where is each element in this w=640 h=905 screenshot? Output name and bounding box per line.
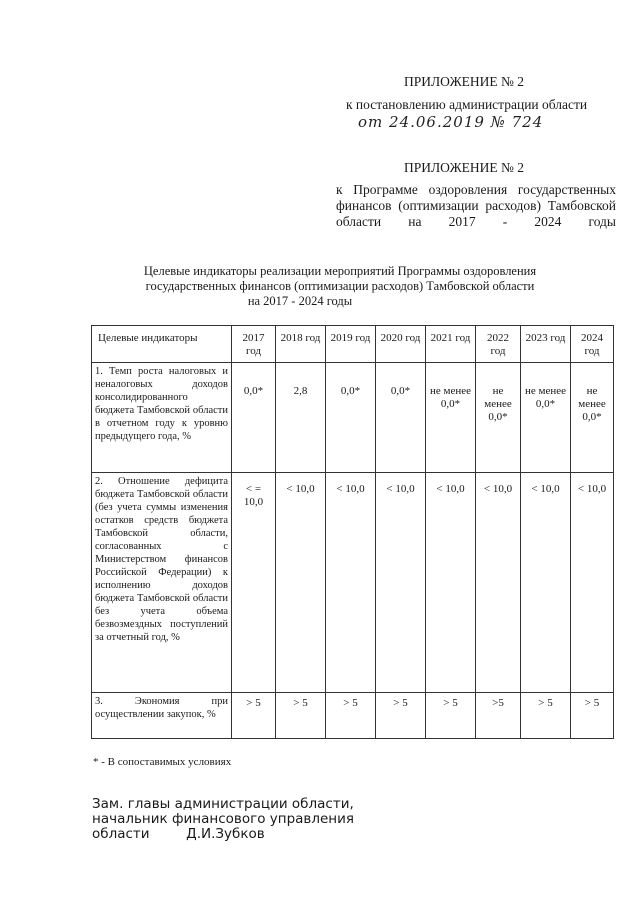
table-cell: не менее 0,0* <box>476 363 521 473</box>
table-cell: 2,8 <box>276 363 326 473</box>
table-header-row <box>92 326 614 363</box>
table-cell: < 10,0 <box>521 473 571 693</box>
signature-block <box>92 797 354 842</box>
header-year: 2023 год <box>521 326 571 363</box>
header-year: 2019 год <box>326 326 376 363</box>
table-cell: > 5 <box>376 693 426 739</box>
decree-reference-line: к постановлению администрации области <box>346 97 588 112</box>
table-cell: не менее 0,0* <box>426 363 476 473</box>
table-cell: > 5 <box>521 693 571 739</box>
table-cell: не менее 0,0* <box>521 363 571 473</box>
title-line-2: государственных финансов (оптимизации расходов) Тамбовской области <box>145 279 535 293</box>
table-cell: < 10,0 <box>276 473 326 693</box>
table-row <box>92 473 614 693</box>
table-row <box>92 693 614 739</box>
table-cell: < = 10,0 <box>232 473 276 693</box>
table-cell: 0,0* <box>232 363 276 473</box>
header-year: 2020 год <box>376 326 426 363</box>
table-cell: > 5 <box>426 693 476 739</box>
header-year: 2018 год <box>276 326 326 363</box>
table-cell: >5 <box>476 693 521 739</box>
footnote: * - В сопоставимых условиях <box>93 756 232 768</box>
header-year: 2021 год <box>426 326 476 363</box>
program-reference-text: к Программе оздоровления государственных финансов (оптимизации расходов) Тамбовской области на 2017 - 2024 годы <box>336 182 616 229</box>
table-cell: > 5 <box>232 693 276 739</box>
table-cell: < 10,0 <box>476 473 521 693</box>
row-label: 3. Экономия при осуществлении закупок, % <box>92 693 232 739</box>
signatory-name: Д.И.Зубков <box>186 826 265 842</box>
table-cell: 0,0* <box>326 363 376 473</box>
header-indicators: Целевые индикаторы <box>92 326 232 363</box>
row-label: 2. Отношение дефицита бюджета Тамбовской области (без учета суммы изменения остатков средств бюджета Тамбовской области, согласованных с Министерством финансов Российской Федерации) к исполнению доходов бюджета Тамбовской области без учета объема безвозмездных поступлений за отчетный год, % <box>92 473 232 693</box>
signature-position-line-3 <box>92 827 354 842</box>
appendix-heading-2: ПРИЛОЖЕНИЕ № 2 <box>404 160 525 175</box>
header-year: 2022 год <box>476 326 521 363</box>
indicators-table <box>91 325 614 739</box>
table-cell: не менее 0,0* <box>571 363 614 473</box>
header-year: 2017 год <box>232 326 276 363</box>
table-cell: < 10,0 <box>326 473 376 693</box>
title-line-1: Целевые индикаторы реализации мероприятий Программы оздоровления <box>143 264 537 278</box>
table-cell: < 10,0 <box>376 473 426 693</box>
handwritten-date-number: от 24.06.2019 № 724 <box>358 113 544 131</box>
header-year: 2024 год <box>571 326 614 363</box>
title-line-3: на 2017 - 2024 годы <box>247 294 353 308</box>
table-cell: > 5 <box>276 693 326 739</box>
table-cell: < 10,0 <box>571 473 614 693</box>
document-title <box>120 264 560 309</box>
table-cell: > 5 <box>571 693 614 739</box>
table-cell: 0,0* <box>376 363 426 473</box>
table-row <box>92 363 614 473</box>
signature-region: области <box>92 826 150 842</box>
table-cell: > 5 <box>326 693 376 739</box>
table-cell: < 10,0 <box>426 473 476 693</box>
appendix-heading-1: ПРИЛОЖЕНИЕ № 2 <box>404 74 525 89</box>
signature-position-line-1: Зам. главы администрации области, <box>92 796 354 812</box>
signature-position-line-2: начальник финансового управления <box>92 811 355 827</box>
row-label: 1. Темп роста налоговых и неналоговых доходов консолидированного бюджета Тамбовской области в отчетном году к уровню предыдущего года, % <box>92 363 232 473</box>
